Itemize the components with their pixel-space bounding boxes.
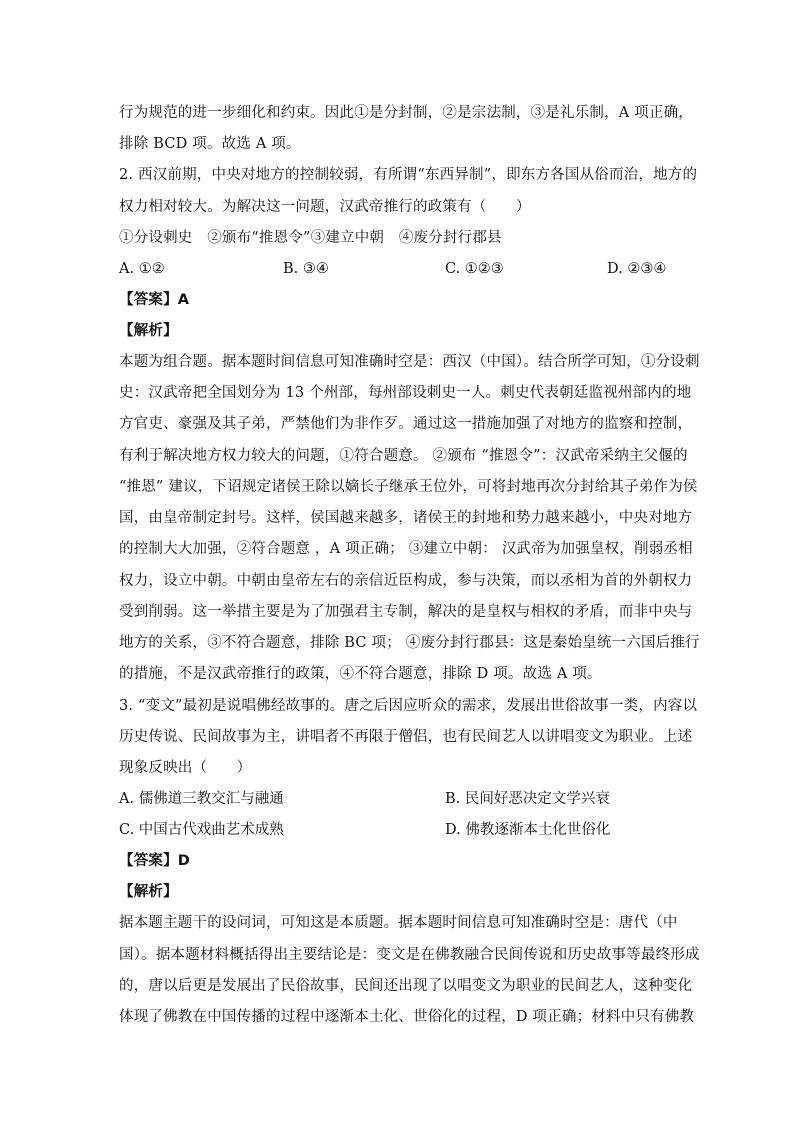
question-2-stem: 2. 西汉前期，中央对地方的控制较弱，有所谓“东西异制”，即东方各国从俗而治，地方的 (119, 167, 698, 183)
question-3-answer: 【答案】D (119, 853, 191, 869)
question-2-option-a: A. ①② (119, 261, 165, 277)
analysis-line: 据本题主题干的设问词，可知这是本质题。据本题时间信息可知准确时空是：唐代（中 (119, 915, 678, 931)
analysis-line: 国，由皇帝制定封号。这样，侯国越来越多，诸侯王的封地和势力越来越小，中央对地方 (119, 510, 693, 526)
text-line: 排除 BCD 项。故选 A 项。 (119, 136, 301, 152)
analysis-line: “推恩” 建议，下诏规定诸侯王除以嫡长子继承王位外，可将封地再次分封给其子弟作为侯 (119, 479, 698, 495)
analysis-line: 方官吏、豪强及其子弟，严禁他们为非作歹。通过这一措施加强了对地方的监察和控制， (119, 416, 693, 432)
question-3-option-c: C. 中国古代戏曲艺术成熟 (119, 822, 284, 838)
question-3-option-b: B. 民间好恶决定文学兴衰 (445, 791, 610, 807)
question-2-stem: 权力相对较大。为解决这一问题，汉武帝推行的政策有（ ） (119, 199, 531, 215)
analysis-line: 的控制大大加强，②符合题意 ，A 项正确； ③建立中朝： 汉武帝为加强皇权，削弱丞相 (119, 541, 693, 557)
question-3-stem: 现象反映出（ ） (119, 760, 252, 776)
analysis-line: 史：汉武帝把全国划分为 13 个州部，每州部设刺史一人。刺史代表朝廷监视州部内的地 (119, 385, 692, 401)
question-3-option-a: A. 儒佛道三教交汇与融通 (119, 791, 284, 807)
question-2-option-b: B. ③④ (283, 261, 329, 277)
question-2-answer: 【答案】A (119, 292, 190, 308)
question-3-option-d: D. 佛教逐渐本土化世俗化 (445, 822, 611, 838)
question-2-option-d: D. ②③④ (607, 261, 667, 277)
analysis-line: 受到削弱。这一举措主要是为了加强君主专制，解决的是皇权与相权的矛盾，而非中央与 (119, 604, 693, 620)
question-2-items: ①分设刺史 ②颁布“推恩令”③建立中朝 ④废分封行郡县 (119, 230, 502, 246)
question-2-option-c: C. ①②③ (445, 261, 504, 277)
question-3-analysis-label: 【解析】 (119, 884, 178, 900)
analysis-line: 国）。据本题材料概括得出主要结论是：变文是在佛教融合民间传说和历史故事等最终形成 (119, 947, 700, 963)
analysis-line: 地方的关系，③不符合题意，排除 BC 项； ④废分封行郡县：这是秦始皇统一六国后推行 (119, 635, 700, 651)
question-3-stem: 历史传说、民间故事为主，讲唱者不再限于僧侣，也有民间艺人以讲唱变文为职业。上述 (119, 729, 693, 745)
analysis-line: 的，唐以后更是发展出了民俗故事，民间还出现了以唱变文为职业的民间艺人，这种变化 (119, 978, 693, 994)
analysis-line: 本题为组合题。据本题时间信息可知准确时空是：西汉（中国）。结合所学可知，①分设刺 (119, 354, 700, 370)
question-2-analysis-label: 【解析】 (119, 323, 178, 339)
analysis-line: 有利于解决地方权力较大的问题，①符合题意。 ②颁布 “推恩令”：汉武帝采纳主父偃的 (119, 448, 688, 464)
analysis-line: 体现了佛教在中国传播的过程中逐渐本土化、世俗化的过程，D 项正确；材料中只有佛教 (119, 1009, 695, 1025)
analysis-line: 的措施，不是汉武帝推行的政策，④不符合题意，排除 D 项。故选 A 项。 (119, 666, 602, 682)
text-line: 行为规范的进一步细化和约束。因此①是分封制，②是宗法制，③是礼乐制，A 项正确， (119, 105, 694, 121)
question-3-stem: 3. “变文”最初是说唱佛经故事的。唐之后因应听众的需求，发展出世俗故事一类，内容以 (119, 698, 698, 714)
analysis-line: 权力，设立中朝。中朝由皇帝左右的亲信近臣构成，参与决策，而以丞相为首的外朝权力 (119, 573, 693, 589)
